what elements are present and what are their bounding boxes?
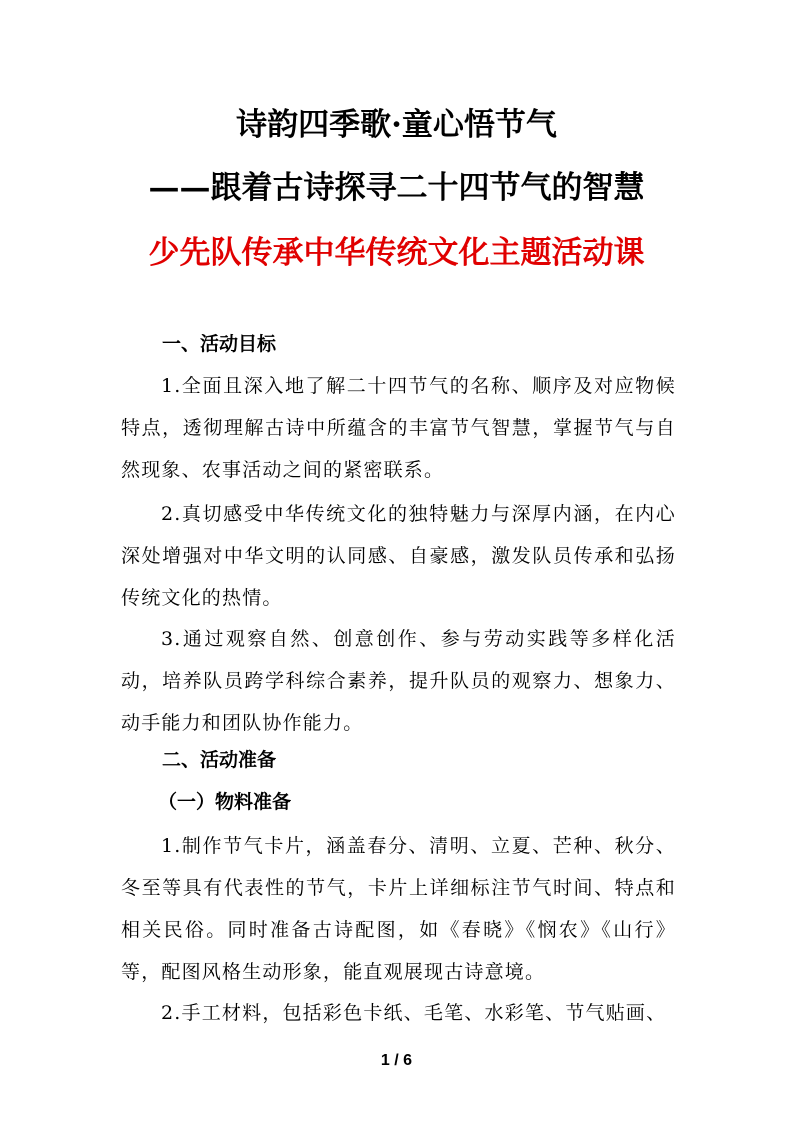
- objective-paragraph-1: 1.全面且深入地了解二十四节气的名称、顺序及对应物候特点，透彻理解古诗中所蕴含的丰富节气智慧，掌握节气与自然现象、农事活动之间的紧密联系。: [121, 375, 676, 481]
- document-title: 诗韵四季歌·童心悟节气: [236, 107, 557, 143]
- document-subtitle: ——跟着古诗探寻二十四节气的智慧: [148, 170, 645, 206]
- objective-paragraph-3: 3.通过观察自然、创意创作、参与劳动实践等多样化活动，培养队员跨学科综合素养，提升队员的观察力、想象力、动手能力和团队协作能力。: [121, 628, 676, 734]
- materials-paragraph-2: 2.手工材料，包括彩色卡纸、毛笔、水彩笔、节气贴画、: [161, 1002, 667, 1024]
- section-heading-objectives: 一、活动目标: [162, 333, 277, 355]
- objective-paragraph-2: 2.真切感受中华传统文化的独特魅力与深厚内涵，在内心深处增强对中华文明的认同感、自豪感，激发队员传承和弘扬传统文化的热情。: [121, 503, 676, 609]
- subsection-heading-materials: （一）物料准备: [158, 791, 292, 813]
- section-heading-preparation: 二、活动准备: [162, 749, 277, 771]
- materials-paragraph-1: 1.制作节气卡片，涵盖春分、清明、立夏、芒种、秋分、冬至等具有代表性的节气，卡片上详细标注节气时间、特点和相关民俗。同时准备古诗配图，如《春晓》《悯农》《山行》等，配图风格生动形象，能直观展现古诗意境。: [121, 835, 676, 983]
- page-number: 1 / 6: [380, 1052, 413, 1069]
- document-theme-title: 少先队传承中华传统文化主题活动课: [148, 235, 645, 271]
